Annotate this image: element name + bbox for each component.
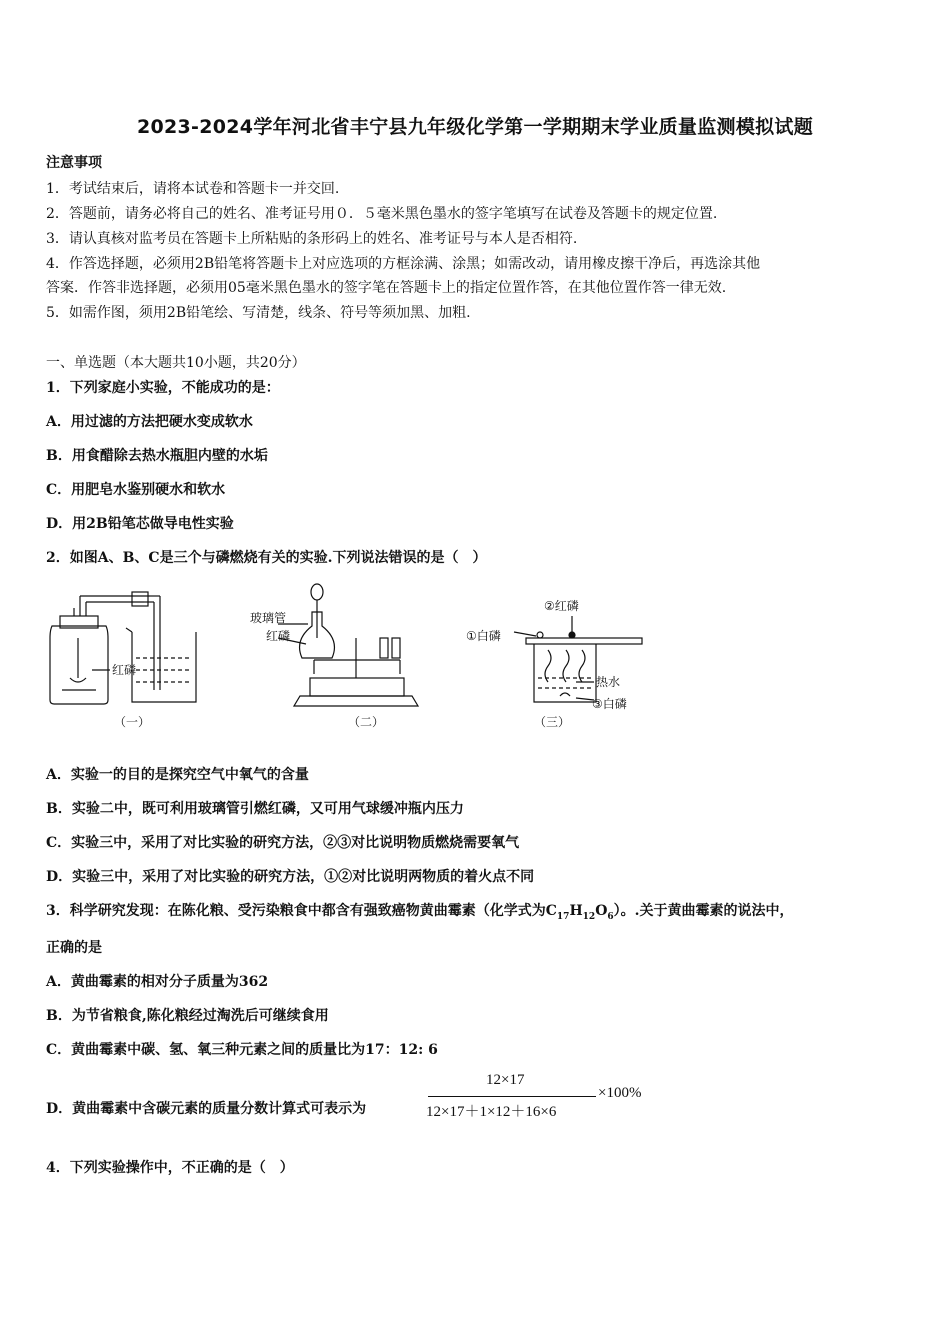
notice-item: 5．如需作图，须用2B铅笔绘、写清楚，线条、符号等须加黑、加粗. [46,305,471,321]
phosphorus-experiment-figure [40,578,660,740]
question-3-stem-tail: ）。.关于黄曲霉素的说法中， [613,903,794,919]
question-2-option-a[interactable]: A．实验一的目的是探究空气中氧气的含量 [46,767,309,783]
question-3-option-a[interactable]: A．黄曲霉素的相对分子质量为362 [46,974,269,990]
notice-item: 2．答题前，请务必将自己的姓名、准考证号用０．５毫米黑色墨水的签字笔填写在试卷及答题卡的规定位置. [46,206,718,222]
notice-heading: 注意事项 [46,155,102,171]
experiment-3-label-white-phosphorus-1: ①白磷 [466,629,501,643]
chemical-formula: $C_{17}H_{12}O_6$ [545,903,614,922]
fraction-denominator: 12×17＋1×12＋16×6 [426,1104,557,1120]
notice-item: 4．作答选择题，必须用2B铅笔将答题卡上对应选项的方框涂满、涂黑；如需改动，请用橡皮擦干净后，再选涂其他 [46,256,761,272]
question-4-stem: 4．下列实验操作中，不正确的是（ ） [46,1160,294,1176]
question-3-stem-text: 3．科学研究发现：在陈化粮、受污染粮食中都含有强致癌物黄曲霉素（化学式为 [46,903,546,919]
question-3-stem [46,900,794,922]
fraction-numerator: 12×17 [486,1072,525,1088]
question-3-option-d[interactable]: D．黄曲霉素中含碳元素的质量分数计算式可表示为 [46,1101,367,1117]
experiment-3-label-red-phosphorus: ②红磷 [544,599,579,613]
notice-item: 答案．作答非选择题，必须用05毫米黑色墨水的签字笔在答题卡上的指定位置作答，在其他位置作答一律无效. [46,280,727,296]
experiment-1-apparatus [50,592,196,704]
question-3-stem-line2: 正确的是 [46,940,102,956]
fraction-percent: ×100% [598,1085,642,1101]
question-1-stem: 1．下列家庭小实验，不能成功的是： [46,380,280,396]
notice-item: 1．考试结束后，请将本试卷和答题卡一并交回. [46,181,340,197]
experiment-2-caption: （二） [348,715,385,729]
notice-item: 3．请认真核对监考员在答题卡上所粘贴的条形码上的姓名、准考证号与本人是否相符. [46,231,578,247]
question-1-option-c[interactable]: C．用肥皂水鉴别硬水和软水 [46,482,226,498]
section-heading: 一、单选题（本大题共10小题，共20分） [46,355,306,371]
experiment-2-apparatus [278,584,418,706]
question-2-stem: 2．如图A、B、C是三个与磷燃烧有关的实验.下列说法错误的是（ ） [46,550,487,566]
page-title: 2023-2024学年河北省丰宁县九年级化学第一学期期末学业质量监测模拟试题 [136,116,814,138]
experiment-3-label-hot-water: 热水 [596,675,621,689]
question-2-option-c[interactable]: C．实验三中，采用了对比实验的研究方法，②③对比说明物质燃烧需要氧气 [46,835,520,851]
experiment-1-caption: （一） [114,715,151,729]
question-1-option-a[interactable]: A．用过滤的方法把硬水变成软水 [46,414,253,430]
experiment-2-label-tube: 玻璃管 [250,611,287,625]
experiment-1-label: 红磷 [112,663,137,677]
experiment-3-label-white-phosphorus-3: ③白磷 [592,697,627,711]
question-2-option-d[interactable]: D．实验三中，采用了对比实验的研究方法，①②对比说明两物质的着火点不同 [46,869,535,885]
question-1-option-b[interactable]: B．用食醋除去热水瓶胆内壁的水垢 [46,448,268,464]
experiment-3-caption: （三） [534,715,571,729]
question-1-option-d[interactable]: D．用2B铅笔芯做导电性实验 [46,516,234,532]
question-2-option-b[interactable]: B．实验二中，既可利用玻璃管引燃红磷，又可用气球缓冲瓶内压力 [46,801,464,817]
question-3-option-b[interactable]: B．为节省粮食,陈化粮经过淘洗后可继续食用 [46,1008,329,1024]
fraction-bar [428,1096,596,1097]
question-3-option-c[interactable]: C．黄曲霉素中碳、氢、氧三种元素之间的质量比为17：12: 6 [46,1042,438,1058]
experiment-3-apparatus [514,616,642,702]
experiment-2-label-phosphorus: 红磷 [266,629,291,643]
mass-fraction-formula [426,1072,666,1122]
